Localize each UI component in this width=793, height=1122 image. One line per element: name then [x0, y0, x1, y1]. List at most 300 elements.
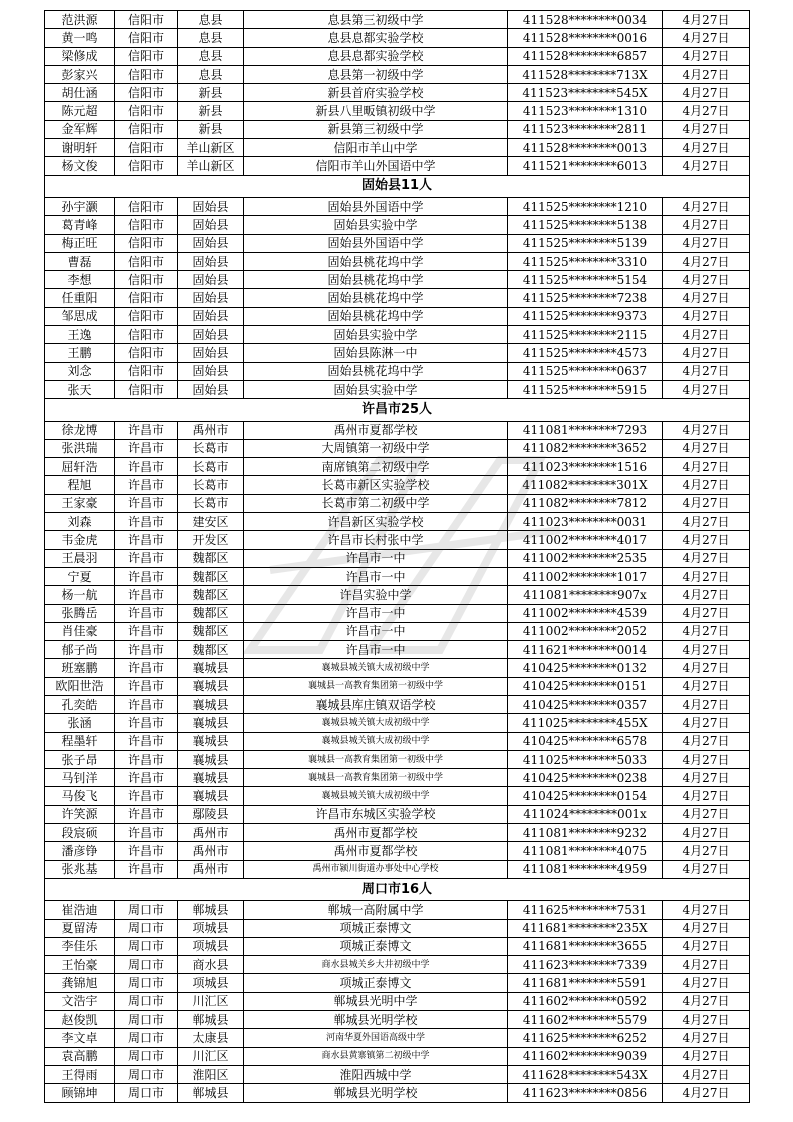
school-cell: 大周镇第一初级中学: [244, 439, 508, 457]
student-name-cell: 肖佳豪: [45, 622, 115, 640]
city-cell: 许昌市: [115, 458, 178, 476]
city-cell: 许昌市: [115, 513, 178, 531]
student-name-cell: 班塞鹏: [45, 659, 115, 677]
table-row: [45, 120, 750, 138]
district-cell: 襄城县: [178, 695, 244, 713]
date-cell: 4月27日: [663, 787, 750, 805]
table-row: [45, 549, 750, 567]
student-name-cell: 谢明轩: [45, 139, 115, 157]
district-cell: 襄城县: [178, 732, 244, 750]
table-row: [45, 824, 750, 842]
city-cell: 许昌市: [115, 567, 178, 585]
id-number-cell: 411082********3652: [508, 439, 663, 457]
section-title: 许昌市25人: [45, 399, 750, 421]
student-name-cell: 赵俊凯: [45, 1011, 115, 1029]
student-name-cell: 张腾岳: [45, 604, 115, 622]
student-name-cell: 张兆基: [45, 860, 115, 878]
table-row: [45, 494, 750, 512]
district-cell: 固始县: [178, 289, 244, 307]
district-cell: 襄城县: [178, 769, 244, 787]
city-cell: 周口市: [115, 1029, 178, 1047]
date-cell: 4月27日: [663, 732, 750, 750]
school-cell: 南席镇第二初级中学: [244, 458, 508, 476]
city-cell: 周口市: [115, 937, 178, 955]
district-cell: 息县: [178, 11, 244, 29]
district-cell: 息县: [178, 29, 244, 47]
district-cell: 淮阳区: [178, 1065, 244, 1083]
table-row: [45, 860, 750, 878]
id-number-cell: 411002********4539: [508, 604, 663, 622]
id-number-cell: 410425********0132: [508, 659, 663, 677]
roster-body: [45, 11, 750, 1103]
table-row: [45, 47, 750, 65]
table-row: [45, 102, 750, 120]
date-cell: 4月27日: [663, 860, 750, 878]
district-cell: 魏都区: [178, 622, 244, 640]
date-cell: 4月27日: [663, 549, 750, 567]
table-row: [45, 65, 750, 83]
id-number-cell: 411081********4959: [508, 860, 663, 878]
table-row: [45, 732, 750, 750]
table-row: [45, 604, 750, 622]
student-name-cell: 王鹏: [45, 344, 115, 362]
id-number-cell: 411528********6857: [508, 47, 663, 65]
city-cell: 许昌市: [115, 604, 178, 622]
date-cell: 4月27日: [663, 750, 750, 768]
date-cell: 4月27日: [663, 641, 750, 659]
id-number-cell: 411523********1310: [508, 102, 663, 120]
student-name-cell: 程旭: [45, 476, 115, 494]
id-number-cell: 410425********0151: [508, 677, 663, 695]
city-cell: 许昌市: [115, 714, 178, 732]
student-name-cell: 袁高鹏: [45, 1047, 115, 1065]
student-name-cell: 孔奕皓: [45, 695, 115, 713]
student-name-cell: 段宸硕: [45, 824, 115, 842]
city-cell: 许昌市: [115, 750, 178, 768]
student-name-cell: 金军辉: [45, 120, 115, 138]
student-name-cell: 邹思成: [45, 307, 115, 325]
district-cell: 鄢陵县: [178, 805, 244, 823]
city-cell: 信阳市: [115, 289, 178, 307]
school-cell: 长葛市新区实验学校: [244, 476, 508, 494]
city-cell: 周口市: [115, 1065, 178, 1083]
id-number-cell: 411525********4573: [508, 344, 663, 362]
student-name-cell: 李佳乐: [45, 937, 115, 955]
section-header-row: [45, 175, 750, 197]
id-number-cell: 411025********5033: [508, 750, 663, 768]
date-cell: 4月27日: [663, 992, 750, 1010]
school-cell: 襄城县城关镇大成初级中学: [244, 787, 508, 805]
school-cell: 禹州市夏都学校: [244, 421, 508, 439]
city-cell: 周口市: [115, 901, 178, 919]
student-name-cell: 崔浩迪: [45, 901, 115, 919]
date-cell: 4月27日: [663, 1047, 750, 1065]
date-cell: 4月27日: [663, 677, 750, 695]
district-cell: 襄城县: [178, 677, 244, 695]
table-row: [45, 1047, 750, 1065]
student-name-cell: 梁修成: [45, 47, 115, 65]
school-cell: 商水县城关乡大井初级中学: [244, 956, 508, 974]
table-row: [45, 216, 750, 234]
student-name-cell: 杨一航: [45, 586, 115, 604]
student-name-cell: 王逸: [45, 326, 115, 344]
district-cell: 郸城县: [178, 1011, 244, 1029]
id-number-cell: 410425********0357: [508, 695, 663, 713]
date-cell: 4月27日: [663, 271, 750, 289]
student-name-cell: 杨文俊: [45, 157, 115, 175]
student-name-cell: 夏留涛: [45, 919, 115, 937]
school-cell: 襄城县库庄镇双语学校: [244, 695, 508, 713]
table-row: [45, 787, 750, 805]
district-cell: 固始县: [178, 252, 244, 270]
table-row: [45, 769, 750, 787]
date-cell: 4月27日: [663, 937, 750, 955]
table-row: [45, 622, 750, 640]
school-cell: 固始县桃花坞中学: [244, 307, 508, 325]
district-cell: 新县: [178, 120, 244, 138]
id-number-cell: 411002********1017: [508, 567, 663, 585]
district-cell: 长葛市: [178, 476, 244, 494]
school-cell: 商水县黄寨镇第二初级中学: [244, 1047, 508, 1065]
student-name-cell: 宁夏: [45, 567, 115, 585]
district-cell: 息县: [178, 47, 244, 65]
table-row: [45, 439, 750, 457]
district-cell: 禹州市: [178, 421, 244, 439]
table-row: [45, 641, 750, 659]
district-cell: 长葛市: [178, 494, 244, 512]
district-cell: 魏都区: [178, 586, 244, 604]
school-cell: 禹州市夏都学校: [244, 824, 508, 842]
table-row: [45, 458, 750, 476]
table-row: [45, 11, 750, 29]
id-number-cell: 410425********0238: [508, 769, 663, 787]
city-cell: 信阳市: [115, 326, 178, 344]
school-cell: 固始县外国语中学: [244, 234, 508, 252]
id-number-cell: 411525********7238: [508, 289, 663, 307]
city-cell: 信阳市: [115, 120, 178, 138]
id-number-cell: 411528********0013: [508, 139, 663, 157]
city-cell: 信阳市: [115, 84, 178, 102]
id-number-cell: 411523********2811: [508, 120, 663, 138]
student-name-cell: 刘森: [45, 513, 115, 531]
school-cell: 襄城县城关镇大成初级中学: [244, 659, 508, 677]
student-name-cell: 王怡豪: [45, 956, 115, 974]
school-cell: 固始县实验中学: [244, 216, 508, 234]
table-row: [45, 992, 750, 1010]
school-cell: 信阳市羊山中学: [244, 139, 508, 157]
school-cell: 许昌市长村张中学: [244, 531, 508, 549]
district-cell: 郸城县: [178, 1084, 244, 1102]
student-name-cell: 李文卓: [45, 1029, 115, 1047]
table-row: [45, 362, 750, 380]
city-cell: 许昌市: [115, 787, 178, 805]
date-cell: 4月27日: [663, 956, 750, 974]
id-number-cell: 411525********5154: [508, 271, 663, 289]
id-number-cell: 411625********6252: [508, 1029, 663, 1047]
date-cell: 4月27日: [663, 901, 750, 919]
student-name-cell: 郁子尚: [45, 641, 115, 659]
student-name-cell: 葛青峰: [45, 216, 115, 234]
id-number-cell: 411025********455X: [508, 714, 663, 732]
district-cell: 固始县: [178, 344, 244, 362]
id-number-cell: 411081********907x: [508, 586, 663, 604]
table-row: [45, 805, 750, 823]
date-cell: 4月27日: [663, 11, 750, 29]
school-cell: 息县息都实验学校: [244, 29, 508, 47]
student-name-cell: 任重阳: [45, 289, 115, 307]
table-row: [45, 901, 750, 919]
student-name-cell: 范洪源: [45, 11, 115, 29]
id-number-cell: 411002********2052: [508, 622, 663, 640]
id-number-cell: 411528********0016: [508, 29, 663, 47]
school-cell: 郸城一高附属中学: [244, 901, 508, 919]
student-name-cell: 李想: [45, 271, 115, 289]
district-cell: 新县: [178, 102, 244, 120]
school-cell: 固始县桃花坞中学: [244, 271, 508, 289]
date-cell: 4月27日: [663, 513, 750, 531]
id-number-cell: 411528********0034: [508, 11, 663, 29]
date-cell: 4月27日: [663, 216, 750, 234]
table-row: [45, 344, 750, 362]
district-cell: 项城县: [178, 919, 244, 937]
table-row: [45, 157, 750, 175]
id-number-cell: 411528********713X: [508, 65, 663, 83]
table-row: [45, 271, 750, 289]
city-cell: 许昌市: [115, 439, 178, 457]
student-name-cell: 梅正旺: [45, 234, 115, 252]
district-cell: 商水县: [178, 956, 244, 974]
district-cell: 新县: [178, 84, 244, 102]
date-cell: 4月27日: [663, 102, 750, 120]
id-number-cell: 411625********7531: [508, 901, 663, 919]
city-cell: 许昌市: [115, 677, 178, 695]
id-number-cell: 411525********2115: [508, 326, 663, 344]
table-row: [45, 234, 750, 252]
school-cell: 固始县桃花坞中学: [244, 289, 508, 307]
district-cell: 固始县: [178, 197, 244, 215]
district-cell: 太康县: [178, 1029, 244, 1047]
school-cell: 许昌新区实验学校: [244, 513, 508, 531]
date-cell: 4月27日: [663, 919, 750, 937]
id-number-cell: 411002********4017: [508, 531, 663, 549]
city-cell: 信阳市: [115, 11, 178, 29]
district-cell: 固始县: [178, 326, 244, 344]
city-cell: 信阳市: [115, 157, 178, 175]
district-cell: 魏都区: [178, 641, 244, 659]
date-cell: 4月27日: [663, 1029, 750, 1047]
date-cell: 4月27日: [663, 476, 750, 494]
district-cell: 固始县: [178, 307, 244, 325]
date-cell: 4月27日: [663, 120, 750, 138]
date-cell: 4月27日: [663, 234, 750, 252]
school-cell: 淮阳西城中学: [244, 1065, 508, 1083]
school-cell: 新县第三初级中学: [244, 120, 508, 138]
student-name-cell: 龚锦旭: [45, 974, 115, 992]
school-cell: 项城正泰博文: [244, 937, 508, 955]
student-name-cell: 屈轩浩: [45, 458, 115, 476]
table-row: [45, 677, 750, 695]
student-name-cell: 顾锦坤: [45, 1084, 115, 1102]
id-number-cell: 411525********5915: [508, 380, 663, 398]
table-row: [45, 956, 750, 974]
student-name-cell: 王得雨: [45, 1065, 115, 1083]
city-cell: 信阳市: [115, 216, 178, 234]
date-cell: 4月27日: [663, 842, 750, 860]
id-number-cell: 411602********9039: [508, 1047, 663, 1065]
date-cell: 4月27日: [663, 139, 750, 157]
district-cell: 川汇区: [178, 1047, 244, 1065]
city-cell: 信阳市: [115, 197, 178, 215]
school-cell: 许昌市一中: [244, 567, 508, 585]
school-cell: 固始县陈淋一中: [244, 344, 508, 362]
date-cell: 4月27日: [663, 252, 750, 270]
date-cell: 4月27日: [663, 458, 750, 476]
city-cell: 信阳市: [115, 362, 178, 380]
table-row: [45, 750, 750, 768]
id-number-cell: 411525********0637: [508, 362, 663, 380]
student-name-cell: 马钊洋: [45, 769, 115, 787]
section-title: 固始县11人: [45, 175, 750, 197]
district-cell: 襄城县: [178, 787, 244, 805]
table-row: [45, 659, 750, 677]
student-name-cell: 张天: [45, 380, 115, 398]
id-number-cell: 411602********5579: [508, 1011, 663, 1029]
date-cell: 4月27日: [663, 84, 750, 102]
student-name-cell: 徐龙博: [45, 421, 115, 439]
school-cell: 新县八里畈镇初级中学: [244, 102, 508, 120]
school-cell: 固始县桃花坞中学: [244, 252, 508, 270]
date-cell: 4月27日: [663, 604, 750, 622]
school-cell: 息县第一初级中学: [244, 65, 508, 83]
city-cell: 许昌市: [115, 476, 178, 494]
id-number-cell: 411525********1210: [508, 197, 663, 215]
district-cell: 固始县: [178, 362, 244, 380]
school-cell: 新县首府实验学校: [244, 84, 508, 102]
table-row: [45, 842, 750, 860]
table-row: [45, 476, 750, 494]
city-cell: 信阳市: [115, 234, 178, 252]
date-cell: 4月27日: [663, 289, 750, 307]
date-cell: 4月27日: [663, 47, 750, 65]
date-cell: 4月27日: [663, 695, 750, 713]
district-cell: 长葛市: [178, 458, 244, 476]
city-cell: 周口市: [115, 956, 178, 974]
date-cell: 4月27日: [663, 439, 750, 457]
school-cell: 襄城县城关镇大成初级中学: [244, 714, 508, 732]
date-cell: 4月27日: [663, 586, 750, 604]
id-number-cell: 411621********0014: [508, 641, 663, 659]
student-name-cell: 王晨羽: [45, 549, 115, 567]
school-cell: 固始县外国语中学: [244, 197, 508, 215]
table-row: [45, 84, 750, 102]
school-cell: 襄城县一高教育集团第一初级中学: [244, 750, 508, 768]
district-cell: 长葛市: [178, 439, 244, 457]
id-number-cell: 411623********7339: [508, 956, 663, 974]
city-cell: 周口市: [115, 1011, 178, 1029]
city-cell: 信阳市: [115, 380, 178, 398]
date-cell: 4月27日: [663, 421, 750, 439]
date-cell: 4月27日: [663, 805, 750, 823]
id-number-cell: 411525********3310: [508, 252, 663, 270]
district-cell: 开发区: [178, 531, 244, 549]
city-cell: 信阳市: [115, 252, 178, 270]
district-cell: 川汇区: [178, 992, 244, 1010]
id-number-cell: 411525********9373: [508, 307, 663, 325]
table-row: [45, 513, 750, 531]
student-name-cell: 孙宇灏: [45, 197, 115, 215]
date-cell: 4月27日: [663, 380, 750, 398]
school-cell: 襄城县一高教育集团第一初级中学: [244, 677, 508, 695]
city-cell: 信阳市: [115, 271, 178, 289]
school-cell: 郸城县光明学校: [244, 1011, 508, 1029]
district-cell: 固始县: [178, 380, 244, 398]
table-row: [45, 586, 750, 604]
district-cell: 郸城县: [178, 901, 244, 919]
id-number-cell: 411681********3655: [508, 937, 663, 955]
id-number-cell: 411623********0856: [508, 1084, 663, 1102]
date-cell: 4月27日: [663, 197, 750, 215]
school-cell: 息县息都实验学校: [244, 47, 508, 65]
school-cell: 襄城县一高教育集团第一初级中学: [244, 769, 508, 787]
table-row: [45, 289, 750, 307]
id-number-cell: 411628********543X: [508, 1065, 663, 1083]
id-number-cell: 411023********1516: [508, 458, 663, 476]
school-cell: 长葛市第二初级中学: [244, 494, 508, 512]
student-name-cell: 胡仕涵: [45, 84, 115, 102]
date-cell: 4月27日: [663, 659, 750, 677]
date-cell: 4月27日: [663, 974, 750, 992]
student-name-cell: 马俊飞: [45, 787, 115, 805]
district-cell: 魏都区: [178, 604, 244, 622]
school-cell: 项城正泰博文: [244, 974, 508, 992]
id-number-cell: 411602********0592: [508, 992, 663, 1010]
district-cell: 襄城县: [178, 714, 244, 732]
id-number-cell: 411082********7812: [508, 494, 663, 512]
city-cell: 信阳市: [115, 307, 178, 325]
date-cell: 4月27日: [663, 65, 750, 83]
table-row: [45, 326, 750, 344]
section-title: 周口市16人: [45, 878, 750, 900]
district-cell: 羊山新区: [178, 139, 244, 157]
student-name-cell: 黄一鸣: [45, 29, 115, 47]
id-number-cell: 411082********301X: [508, 476, 663, 494]
table-row: [45, 695, 750, 713]
date-cell: 4月27日: [663, 362, 750, 380]
school-cell: 郸城县光明学校: [244, 1084, 508, 1102]
city-cell: 周口市: [115, 919, 178, 937]
id-number-cell: 411002********2535: [508, 549, 663, 567]
table-row: [45, 919, 750, 937]
district-cell: 禹州市: [178, 860, 244, 878]
student-name-cell: 曹磊: [45, 252, 115, 270]
city-cell: 许昌市: [115, 531, 178, 549]
date-cell: 4月27日: [663, 622, 750, 640]
city-cell: 信阳市: [115, 29, 178, 47]
id-number-cell: 411681********235X: [508, 919, 663, 937]
student-name-cell: 彭家兴: [45, 65, 115, 83]
id-number-cell: 411525********5138: [508, 216, 663, 234]
date-cell: 4月27日: [663, 714, 750, 732]
date-cell: 4月27日: [663, 531, 750, 549]
id-number-cell: 411523********545X: [508, 84, 663, 102]
table-row: [45, 29, 750, 47]
district-cell: 襄城县: [178, 659, 244, 677]
school-cell: 固始县实验中学: [244, 326, 508, 344]
date-cell: 4月27日: [663, 157, 750, 175]
id-number-cell: 411681********5591: [508, 974, 663, 992]
district-cell: 禹州市: [178, 842, 244, 860]
date-cell: 4月27日: [663, 1011, 750, 1029]
